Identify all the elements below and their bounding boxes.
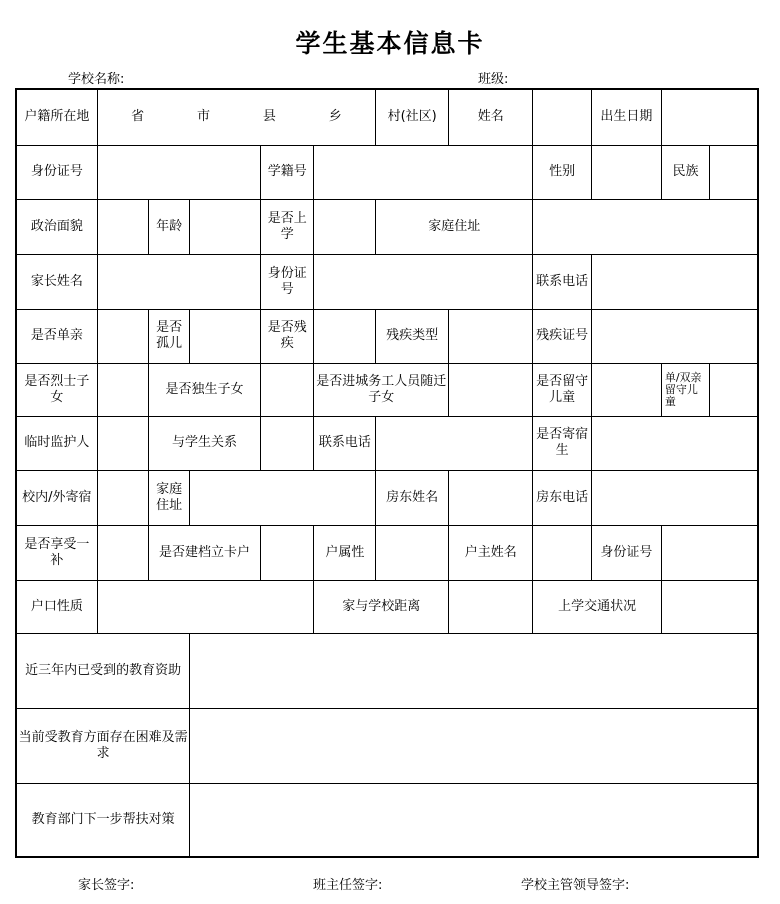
guardian-label: 临时监护人 <box>16 416 97 470</box>
relation-field[interactable] <box>261 416 314 470</box>
difficulty-needs-field[interactable] <box>190 708 758 783</box>
ethnicity-label: 民族 <box>661 145 709 199</box>
gender-field[interactable] <box>591 145 661 199</box>
contact-phone-field[interactable] <box>591 254 758 309</box>
single-parent-field[interactable] <box>97 309 148 363</box>
guardian-phone-field[interactable] <box>376 416 533 470</box>
home-address-field[interactable] <box>533 199 758 254</box>
lodging-field[interactable] <box>97 470 148 525</box>
parent-id-label: 身份证号 <box>261 254 314 309</box>
single-parent-label: 是否单亲 <box>16 309 97 363</box>
village-label: 村(社区) <box>376 89 449 145</box>
household-head-name-label: 户主姓名 <box>449 525 533 580</box>
single-double-left-behind-field[interactable] <box>710 363 758 416</box>
age-field[interactable] <box>190 199 261 254</box>
migrant-child-field[interactable] <box>449 363 533 416</box>
household-head-id-label: 身份证号 <box>591 525 661 580</box>
parent-signature-label: 家长签字: <box>78 878 135 893</box>
landlord-phone-field[interactable] <box>591 470 758 525</box>
leader-signature-label: 学校主管领导签字: <box>521 878 630 893</box>
single-double-left-behind-label: 单/双亲留守儿童 <box>661 363 709 416</box>
subsidy-label: 是否享受一补 <box>16 525 97 580</box>
card-title: 学生基本信息卡 <box>295 29 485 58</box>
gender-label: 性别 <box>533 145 592 199</box>
boarder-label: 是否寄宿生 <box>533 416 592 470</box>
landlord-name-label: 房东姓名 <box>376 470 449 525</box>
martyr-child-label: 是否烈士子女 <box>16 363 97 416</box>
name-field[interactable] <box>533 89 592 145</box>
education-aid-field[interactable] <box>190 633 758 708</box>
teacher-signature-label: 班主任签字: <box>313 878 383 893</box>
ethnicity-field[interactable] <box>710 145 758 199</box>
id-number-label: 身份证号 <box>16 145 97 199</box>
boarder-field[interactable] <box>591 416 758 470</box>
lodging-label: 校内/外寄宿 <box>16 470 97 525</box>
lodging-home-address-field[interactable] <box>190 470 376 525</box>
poverty-file-label: 是否建档立卡户 <box>149 525 261 580</box>
relation-label: 与学生关系 <box>149 416 261 470</box>
difficulty-needs-label: 当前受教育方面存在困难及需求 <box>16 708 190 783</box>
left-behind-label: 是否留守儿童 <box>533 363 592 416</box>
martyr-child-field[interactable] <box>97 363 148 416</box>
id-number-field[interactable] <box>97 145 260 199</box>
student-number-field[interactable] <box>314 145 533 199</box>
distance-field[interactable] <box>449 580 533 633</box>
landlord-name-field[interactable] <box>449 470 533 525</box>
education-aid-label: 近三年内已受到的教育资助 <box>16 633 190 708</box>
hukou-type-field[interactable] <box>97 580 314 633</box>
distance-label: 家与学校距离 <box>314 580 449 633</box>
home-address-label: 家庭住址 <box>376 199 533 254</box>
disability-cert-field[interactable] <box>591 309 758 363</box>
household-attr-label: 户属性 <box>314 525 376 580</box>
hukou-type-label: 户口性质 <box>16 580 97 633</box>
only-child-field[interactable] <box>261 363 314 416</box>
class-label: 班级: <box>478 72 509 87</box>
guardian-field[interactable] <box>97 416 148 470</box>
name-label: 姓名 <box>449 89 533 145</box>
disability-type-label: 残疾类型 <box>376 309 449 363</box>
province-label: 省 <box>131 109 145 125</box>
subsidy-field[interactable] <box>97 525 148 580</box>
support-policy-label: 教育部门下一步帮扶对策 <box>16 783 190 857</box>
parent-id-field[interactable] <box>314 254 533 309</box>
disabled-label: 是否残疾 <box>261 309 314 363</box>
support-policy-field[interactable] <box>190 783 758 857</box>
city-label: 市 <box>196 109 210 125</box>
orphan-label: 是否孤儿 <box>149 309 190 363</box>
county-label: 县 <box>262 109 276 125</box>
transport-label: 上学交通状况 <box>533 580 661 633</box>
parent-name-label: 家长姓名 <box>16 254 97 309</box>
political-status-label: 政治面貌 <box>16 199 97 254</box>
township-label: 乡 <box>328 109 342 125</box>
lodging-home-address-label: 家庭住址 <box>149 470 190 525</box>
student-number-label: 学籍号 <box>261 145 314 199</box>
parent-name-field[interactable] <box>97 254 260 309</box>
left-behind-field[interactable] <box>591 363 661 416</box>
disability-type-field[interactable] <box>449 309 533 363</box>
guardian-phone-label: 联系电话 <box>314 416 376 470</box>
birth-date-label: 出生日期 <box>591 89 661 145</box>
school-name-label: 学校名称: <box>68 72 125 87</box>
transport-field[interactable] <box>661 580 758 633</box>
hukou-label: 户籍所在地 <box>16 89 97 145</box>
household-head-id-field[interactable] <box>661 525 758 580</box>
orphan-field[interactable] <box>190 309 261 363</box>
household-head-name-field[interactable] <box>533 525 592 580</box>
hukou-address-field[interactable] <box>97 89 376 145</box>
disabled-field[interactable] <box>314 309 376 363</box>
age-label: 年龄 <box>149 199 190 254</box>
birth-date-field[interactable] <box>661 89 758 145</box>
political-status-field[interactable] <box>97 199 148 254</box>
only-child-label: 是否独生子女 <box>149 363 261 416</box>
migrant-child-label: 是否进城务工人员随迁子女 <box>314 363 449 416</box>
info-table <box>15 88 759 858</box>
landlord-phone-label: 房东电话 <box>533 470 592 525</box>
household-attr-field[interactable] <box>376 525 449 580</box>
poverty-file-field[interactable] <box>261 525 314 580</box>
in-school-field[interactable] <box>314 199 376 254</box>
contact-phone-label: 联系电话 <box>533 254 592 309</box>
in-school-label: 是否上学 <box>261 199 314 254</box>
disability-cert-label: 残疾证号 <box>533 309 592 363</box>
